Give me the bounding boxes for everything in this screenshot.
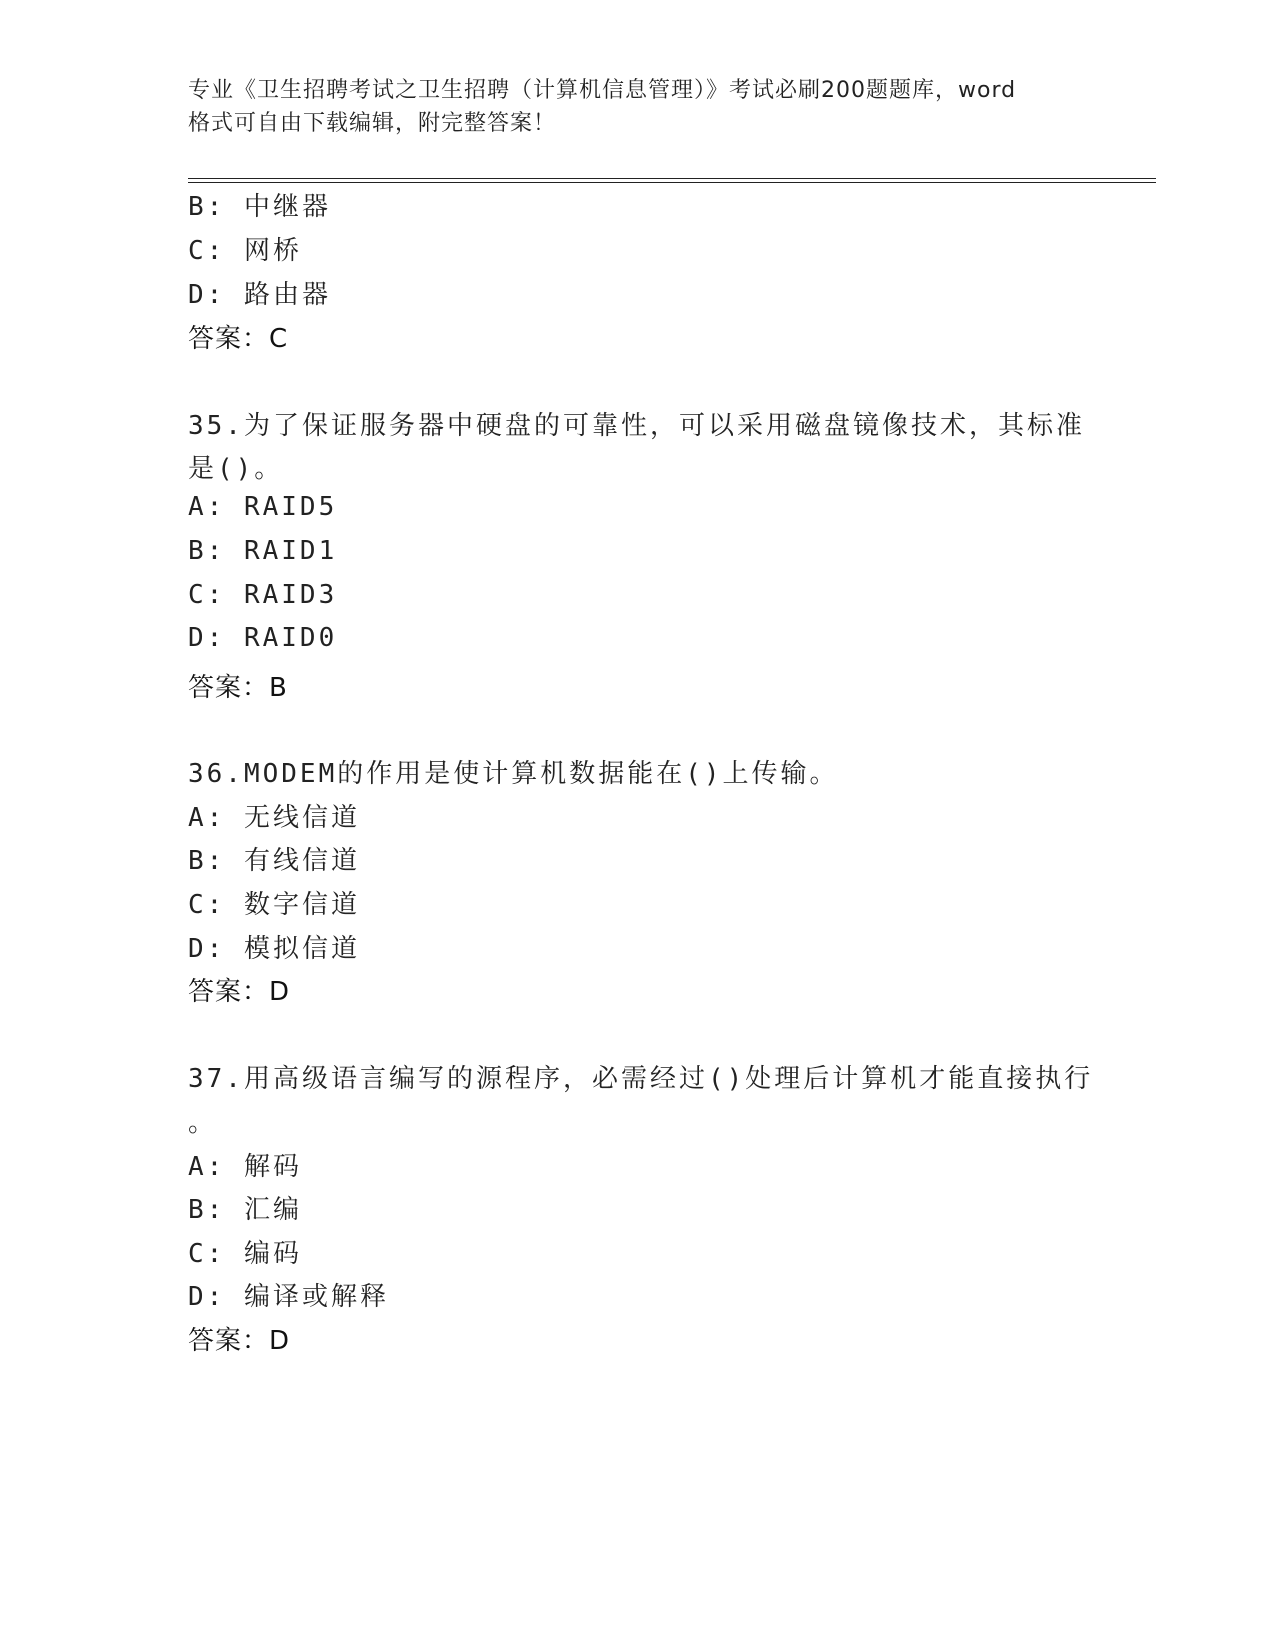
q36-stem-line-1: 36.MODEM的作用是使计算机数据能在()上传输。	[188, 759, 839, 789]
header-line-1: 专业《卫生招聘考试之卫生招聘（计算机信息管理）》考试必刷200题题库，word	[188, 78, 1017, 103]
q35-option-a: A: RAID5	[188, 492, 338, 522]
q37-option-d: D: 编译或解释	[188, 1282, 389, 1312]
q37-stem-line-1: 37.用高级语言编写的源程序，必需经过()处理后计算机才能直接执行	[188, 1064, 1094, 1094]
q37-option-c: C: 编码	[188, 1239, 302, 1269]
q34-answer: 答案：C	[188, 324, 289, 354]
q35-option-c: C: RAID3	[188, 580, 338, 610]
q35-stem-line-1: 35.为了保证服务器中硬盘的可靠性，可以采用磁盘镜像技术，其标准	[188, 411, 1085, 441]
q34-option-d: D: 路由器	[188, 280, 331, 310]
q36-option-a: A: 无线信道	[188, 803, 360, 833]
q36-option-c: C: 数字信道	[188, 890, 360, 920]
q37-option-a: A: 解码	[188, 1152, 302, 1182]
header-rule-bottom	[188, 182, 1156, 183]
q35-answer: 答案：B	[188, 673, 288, 703]
q34-option-b: B: 中继器	[188, 192, 331, 222]
q36-option-d: D: 模拟信道	[188, 934, 360, 964]
header-rule-top	[188, 178, 1156, 179]
q34-option-c: C: 网桥	[188, 236, 302, 266]
q36-option-b: B: 有线信道	[188, 846, 360, 876]
q37-stem-line-2: 。	[188, 1108, 218, 1138]
header-line-2: 格式可自由下载编辑，附完整答案！	[188, 111, 557, 136]
q35-option-b: B: RAID1	[188, 536, 338, 566]
q36-answer: 答案：D	[188, 977, 291, 1007]
q37-answer: 答案：D	[188, 1326, 291, 1356]
q37-option-b: B: 汇编	[188, 1195, 302, 1225]
q35-option-d: D: RAID0	[188, 623, 338, 653]
q35-stem-line-2: 是()。	[188, 454, 284, 484]
document-header	[188, 74, 1088, 140]
